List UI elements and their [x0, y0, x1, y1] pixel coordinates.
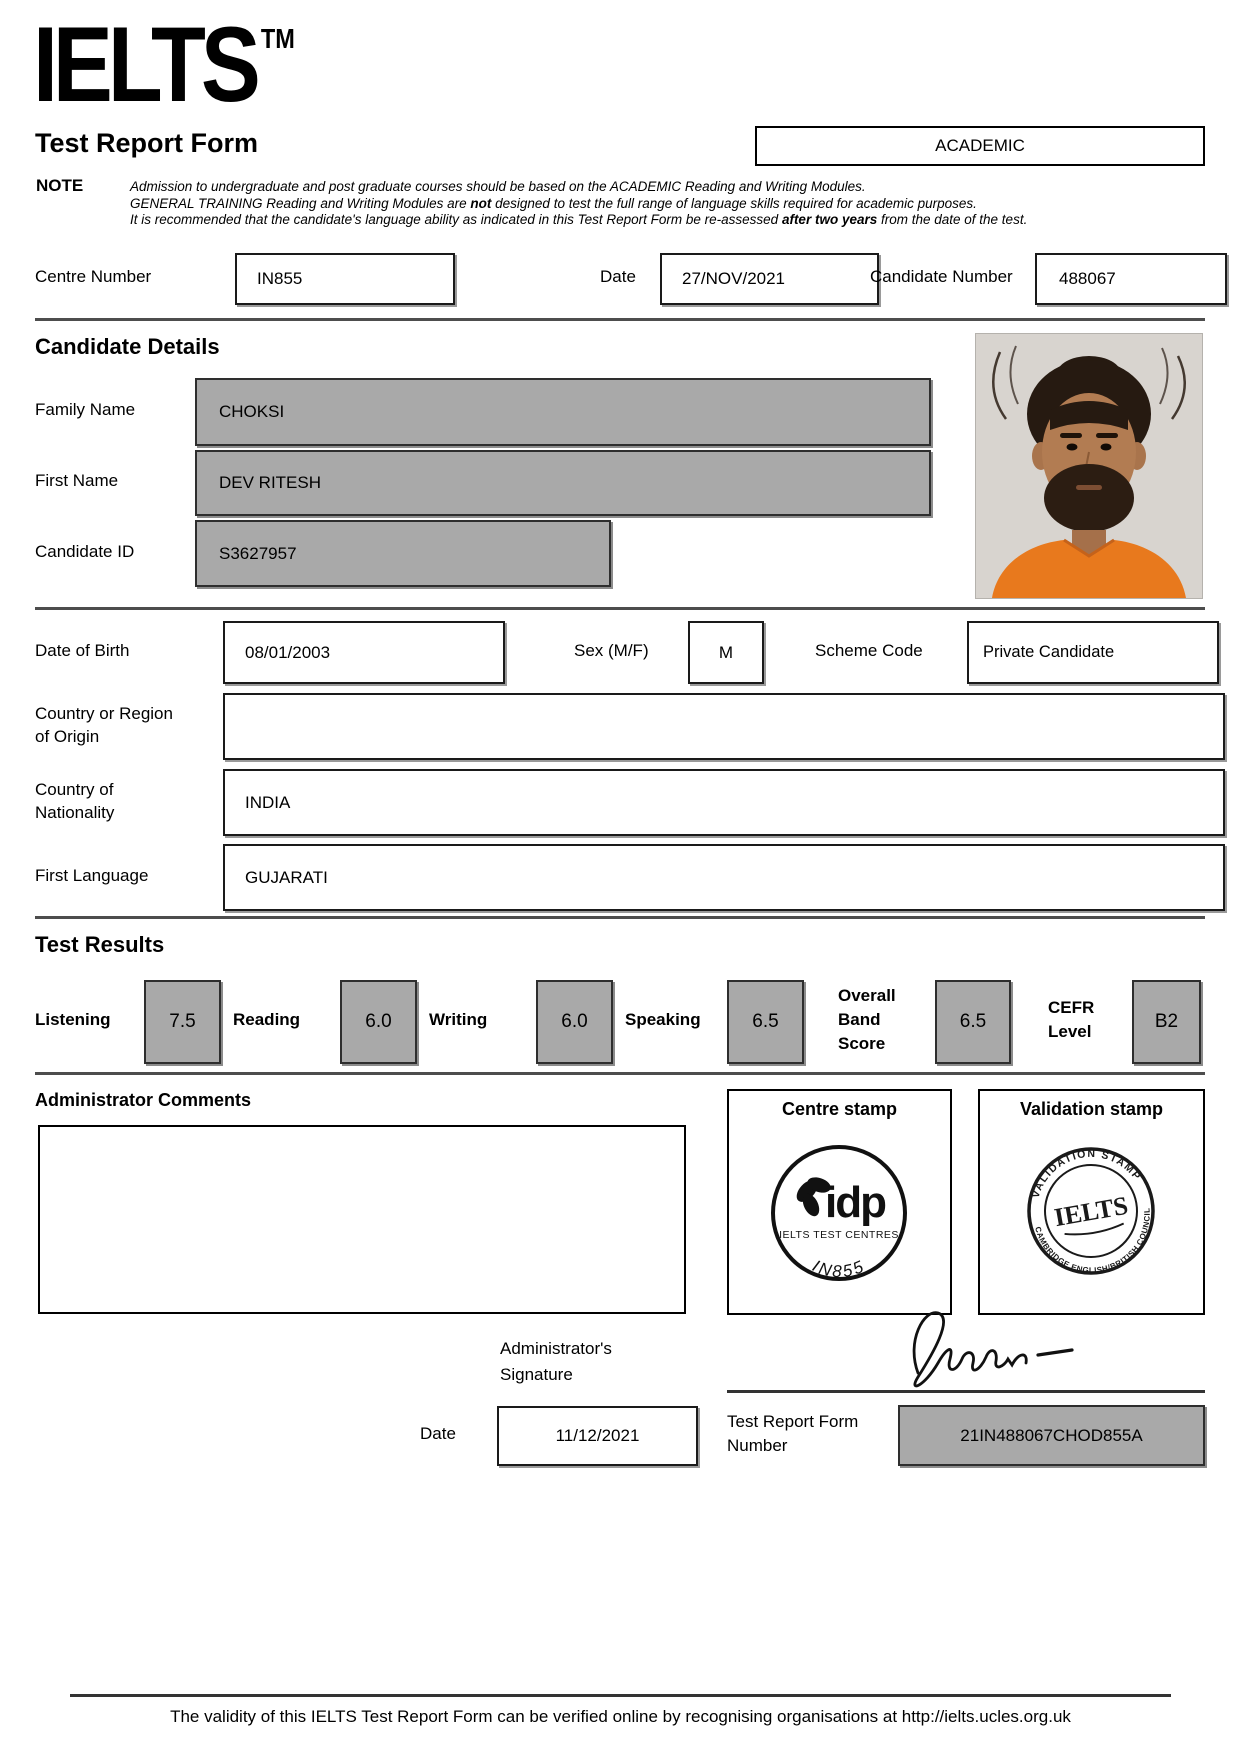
divider-4 — [35, 1072, 1205, 1075]
overall-band-label: Overall Band Score — [838, 986, 896, 1053]
family-name-field: CHOKSI — [195, 378, 931, 446]
admin-date-label: Date — [420, 1424, 456, 1443]
first-name-field: DEV RITESH — [195, 450, 931, 516]
first-name-label: First Name — [35, 471, 119, 490]
reading-score: 6.0 — [340, 980, 417, 1064]
form-title: Test Report Form — [35, 128, 259, 158]
cefr-level-label: CEFR Level — [1048, 998, 1095, 1041]
idp-subtitle-text: IELTS TEST CENTRES — [779, 1229, 899, 1241]
listening-score: 7.5 — [144, 980, 221, 1064]
centre-stamp-box — [727, 1089, 952, 1315]
signature-line — [727, 1390, 1205, 1393]
nationality-label: Country of Nationality — [35, 779, 115, 822]
validation-stamp-box — [978, 1089, 1205, 1315]
candidate-number-label: Candidate Number — [870, 267, 1013, 286]
note-label: NOTE — [36, 176, 84, 195]
test-results-title: Test Results — [35, 932, 165, 957]
candidate-photo-graphic — [976, 334, 1202, 598]
sex-label: Sex (M/F) — [574, 640, 649, 660]
writing-label: Writing — [429, 1010, 488, 1029]
overall-band-score: 6.5 — [935, 980, 1011, 1064]
idp-brand-text: idp — [825, 1178, 885, 1227]
first-language-field: GUJARATI — [223, 844, 1225, 911]
speaking-score: 6.5 — [727, 980, 804, 1064]
centre-number-field: IN855 — [235, 253, 455, 305]
administrator-signature — [880, 1303, 1090, 1388]
origin-field — [223, 693, 1225, 760]
footer-verification-text: The validity of this IELTS Test Report Form can be verified online by recognising organisations at http://ielts.ucles.org.uk — [170, 1707, 1071, 1726]
admin-date-field: 11/12/2021 — [497, 1406, 698, 1466]
nationality-field: INDIA — [223, 769, 1225, 836]
trademark-mark: TM — [260, 23, 295, 54]
ielts-validation-stamp — [998, 1118, 1183, 1303]
centre-stamp-code-text: IN855 — [809, 1256, 869, 1282]
note-line-3: It is recommended that the candidate's language ability as indicated in this Test Report Form be re-assessed after two years from the date of the test. — [130, 212, 1028, 227]
test-date-label: Date — [600, 267, 636, 286]
footer-divider — [70, 1694, 1171, 1697]
validation-arc-bottom-text: CAMBRIDGE ENGLISH/BRITISH COUNCIL — [1033, 1207, 1152, 1275]
ielts-logo — [33, 4, 295, 124]
centre-stamp-title: Centre stamp — [781, 1099, 898, 1119]
candidate-id-label: Candidate ID — [35, 541, 135, 561]
administrator-signature-label: Administrator's Signature — [500, 1339, 612, 1384]
dob-field: 08/01/2003 — [223, 621, 505, 684]
candidate-photo — [975, 333, 1203, 599]
candidate-id-field: S3627957 — [195, 520, 611, 587]
note-text — [130, 179, 1205, 229]
module-badge-academic: ACADEMIC — [755, 126, 1205, 166]
note-line-1: Admission to undergraduate and post graduate courses should be based on the ACADEMIC Reading and Writing Modules. — [130, 179, 866, 194]
trf-number-field: 21IN488067CHOD855A — [898, 1405, 1205, 1466]
ielts-logo-text: IELTS — [33, 4, 256, 124]
sex-field: M — [688, 621, 764, 684]
validation-arc-top-text: VALIDATION STAMP — [1029, 1147, 1144, 1200]
reading-label: Reading — [233, 1010, 301, 1029]
admin-comments-box — [38, 1125, 686, 1314]
scheme-code-field: Private Candidate — [967, 621, 1219, 684]
family-name-label: Family Name — [35, 400, 136, 419]
divider-3 — [35, 916, 1205, 919]
candidate-details-title: Candidate Details — [35, 334, 220, 359]
test-date-field: 27/NOV/2021 — [660, 253, 879, 305]
cefr-level-value: B2 — [1132, 980, 1201, 1064]
validation-stamp-title: Validation stamp — [1019, 1099, 1164, 1119]
admin-comments-title: Administrator Comments — [35, 1090, 252, 1110]
dob-label: Date of Birth — [35, 640, 130, 660]
validation-center-text: IELTS — [1052, 1190, 1131, 1233]
divider-1 — [35, 318, 1205, 321]
divider-2 — [35, 607, 1205, 610]
speaking-label: Speaking — [625, 1010, 701, 1029]
trf-number-label: Test Report Form Number — [727, 1412, 859, 1455]
scheme-code-label: Scheme Code — [815, 640, 923, 660]
listening-label: Listening — [35, 1010, 111, 1029]
origin-label: Country or Region of Origin — [35, 703, 173, 746]
candidate-number-field: 488067 — [1035, 253, 1227, 305]
centre-number-label: Centre Number — [35, 267, 152, 286]
writing-score: 6.0 — [536, 980, 613, 1064]
note-line-2: GENERAL TRAINING Reading and Writing Modules are not designed to test the full range of language skills required for academic purposes. — [130, 195, 977, 211]
first-language-label: First Language — [35, 865, 149, 885]
idp-centre-stamp — [759, 1133, 919, 1293]
